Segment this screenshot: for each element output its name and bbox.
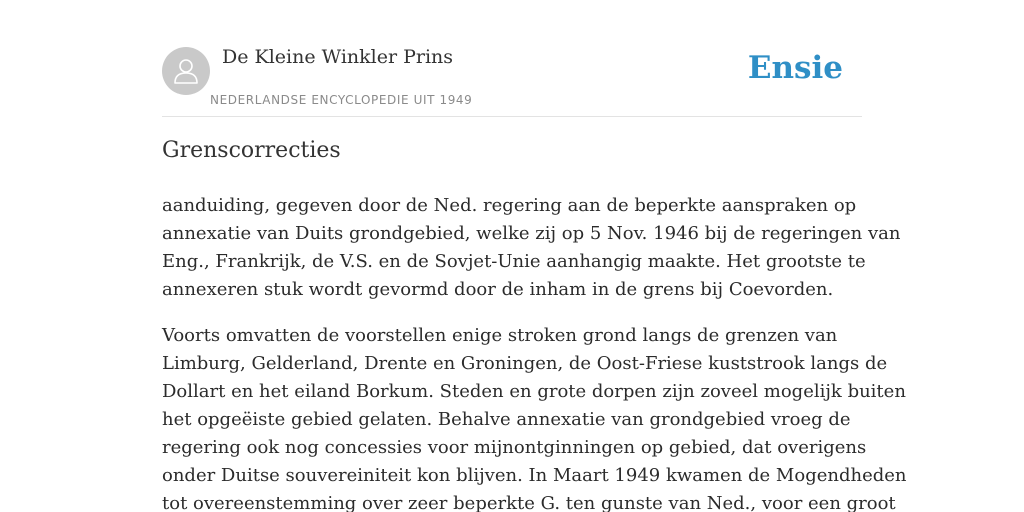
- text-line: onder Duitse souvereiniteit kon blijven. In Maart 1949 kwamen de Mogendheden: [162, 465, 907, 486]
- article-title: Grenscorrecties: [162, 138, 341, 163]
- source-title[interactable]: De Kleine Winkler Prins: [222, 46, 454, 68]
- text-line: Limburg, Gelderland, Drente en Groningen, de Oost-Friese kuststrook langs de: [162, 353, 888, 374]
- text-line: annexeren stuk wordt gevormd door de inham in de grens bij Coevorden.: [162, 279, 834, 300]
- text-line: aanduiding, gegeven door de Ned. regering aan de beperkte aanspraken op: [162, 195, 857, 216]
- paragraph: [162, 192, 901, 304]
- text-line: Eng., Frankrijk, de V.S. en de Sovjet-Unie aanhangig maakte. Het grootste te: [162, 251, 866, 272]
- brand-logo[interactable]: Ensie: [747, 50, 843, 86]
- user-silhouette-icon: [171, 56, 201, 86]
- paragraph: [162, 322, 907, 512]
- text-line: Voorts omvatten de voorstellen enige stroken grond langs de grenzen van: [162, 325, 838, 346]
- avatar[interactable]: [162, 47, 210, 95]
- source-header: [162, 40, 862, 117]
- article-body: [162, 192, 907, 512]
- text-line: tot overeenstemming over zeer beperkte G. ten gunste van Ned., voor een groot: [162, 493, 896, 512]
- text-line: het opgeëiste gebied gelaten. Behalve annexatie van grondgebied vroeg de: [162, 409, 851, 430]
- text-line: annexatie van Duits grondgebied, welke zij op 5 Nov. 1946 bij de regeringen van: [162, 223, 901, 244]
- text-line: Dollart en het eiland Borkum. Steden en grote dorpen zijn zoveel mogelijk buiten: [162, 381, 906, 402]
- text-line: regering ook nog concessies voor mijnontginningen op gebied, dat overigens: [162, 437, 867, 458]
- source-subtitle: NEDERLANDSE ENCYCLOPEDIE UIT 1949: [210, 93, 473, 107]
